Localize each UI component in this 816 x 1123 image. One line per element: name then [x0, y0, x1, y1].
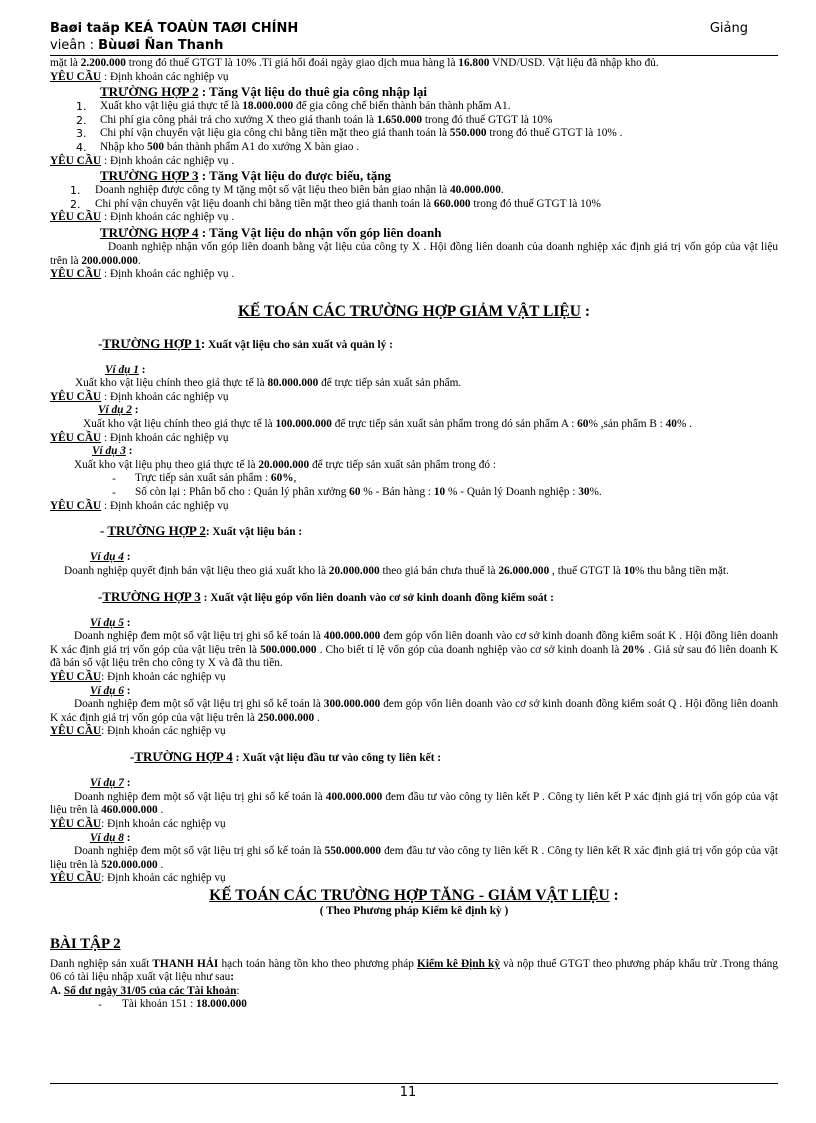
paragraph: Xuất kho vật liệu chính theo giá thực tế là 100.000.000 để trực tiếp sản xuất sản phẩm trong dó sản phẩm A : 60% ,sản phẩm B : 40% . [83, 417, 692, 430]
example-label: Ví dụ 1 : [105, 363, 146, 376]
requirement: YÊU CẦU: Định khoản các nghiệp vụ [50, 872, 226, 885]
footer-rule [50, 1083, 778, 1084]
requirement: YÊU CẦU: Định khoản các nghiệp vụ [50, 725, 226, 738]
list-item: - Trực tiếp sản xuất sản phẩm : 60%, [112, 472, 297, 486]
requirement: YÊU CẦU : Định khoản các nghiệp vụ [50, 70, 229, 83]
paragraph: Danh nghiệp sản xuất THANH HẢI hạch toán hàng tồn kho theo phương pháp Kiểm kê Định kỳ và nộp thuế GTGT theo phương pháp khấu trừ .Trong tháng 06 có tài liệu nhập xuất vật liệu như sau: [50, 957, 778, 984]
dash-list [50, 998, 778, 1012]
section-subtitle: ( Theo Phương pháp Kiểm kê định kỳ ) [319, 904, 509, 917]
page-content [50, 57, 778, 1012]
dash-list [50, 472, 778, 499]
section-title: KẾ TOÁN CÁC TRƯỜNG HỢP GIẢM VẬT LIỆU : [238, 302, 590, 320]
requirement: YÊU CẦU : Định khoản các nghiệp vụ . [50, 268, 235, 281]
paragraph: Doanh nghiệp nhận vốn góp liên doanh bằng vật liệu của công ty X . Hội đồng liên doanh của doanh nghiệp xác định giá trị vốn góp của vật liệu trên là 200.000.000. [50, 240, 778, 267]
requirement: YÊU CẦU : Định khoản các nghiệp vụ [50, 390, 229, 403]
example-label: Ví dụ 5 : [90, 616, 131, 629]
case-heading: -TRƯỜNG HỢP 4 : Xuất vật liệu đầu tư vào công ty liên kết : [130, 749, 442, 765]
case-heading: TRƯỜNG HỢP 4 : Tăng Vật liệu do nhận vốn góp liên doanh [100, 224, 442, 240]
paragraph: Doanh nghiệp đem một số vật liệu trị ghi sổ kế toán là 550.000.000 đem đầu tư vào công ty liên kết R . Công ty liên kết R xác định giá trị vốn góp của vật liệu trên là 520.000.000 . [50, 845, 778, 871]
case-heading: TRƯỜNG HỢP 2 : Tăng Vật liệu do thuê gia công nhập lại [100, 84, 427, 100]
header-line-2: vieân : Bùuøi Ñan Thanh [50, 38, 224, 53]
list-item: - Tài khoản 151 : 18.000.000 [98, 998, 247, 1012]
list-item: 1. Xuất kho vật liệu giá thực tế là 18.000.000 để gia công chế biến thành bán thành phẩm A1. [76, 100, 511, 114]
list-item: 2. Chi phí gia công phải trả cho xưởng X theo giá thanh toán là 1.650.000 trong đó thuế GTGT là 10% [76, 113, 553, 127]
case-heading: - TRƯỜNG HỢP 2: Xuất vật liệu bán : [100, 523, 303, 539]
example-label: Ví dụ 6 : [90, 684, 131, 697]
numbered-list [50, 184, 778, 211]
requirement: YÊU CẦU : Định khoản các nghiệp vụ [50, 431, 229, 444]
numbered-list [50, 100, 778, 154]
list-item: 2. Chi phí vận chuyển vật liệu doanh chi bằng tiền mặt theo giá thanh toán là 660.000 trong đó thuế GTGT là 10% [70, 197, 601, 211]
paragraph: Doanh nghiệp đem một số vật liệu trị ghi sổ kế toán là 400.000.000 đem góp vốn liên doanh vào cơ sở kinh doanh đồng kiểm soát K . Hội đồng liên doanh K xác định giá trị vốn góp của vật liệu trên là 500.000.000 . Cho biết tỉ lệ vốn góp của doanh nghiệp vào cơ sở kinh doanh là 20% . Giả sử sau đó liên doanh K đã bán số vật liệu trên cho công ty X và đã thu tiền. [50, 630, 778, 670]
page-number: 11 [399, 1085, 417, 1100]
paragraph: Doanh nghiệp đem một số vật liệu trị ghi sổ kế toán là 400.000.000 đem đầu tư vào công ty liên kết P . Công ty liên kết P xác định giá trị vốn góp của vật liệu trên là 460.000.000 . [50, 790, 778, 817]
header-rule [50, 55, 778, 56]
case-heading: -TRƯỜNG HỢP 1: Xuất vật liệu cho sản xuất và quản lý : [98, 335, 393, 351]
requirement: YÊU CẦU : Định khoản các nghiệp vụ [50, 499, 229, 512]
running-header [50, 20, 778, 54]
case-heading: TRƯỜNG HỢP 3 : Tăng Vật liệu do được biếu, tặng [100, 168, 392, 184]
subsection-heading: A. Số dư ngày 31/05 của các Tài khoản: [50, 984, 240, 997]
paragraph: Xuất kho vật liệu chính theo giá thực tế là 80.000.000 để trực tiếp sản xuất sản phẩm. [75, 377, 462, 390]
example-label: Ví dụ 3 : [92, 445, 133, 458]
example-label: Ví dụ 7 : [90, 777, 131, 790]
example-label: Ví dụ 2 : [98, 404, 139, 417]
case-heading: -TRƯỜNG HỢP 3 : Xuất vật liệu góp vốn liên doanh vào cơ sở kinh doanh đồng kiểm soát : [98, 588, 554, 604]
list-item: 4. Nhập kho 500 bán thành phẩm A1 do xưởng X bàn giao . [76, 140, 360, 154]
paragraph: Xuất kho vật liệu phụ theo giá thực tế là 20.000.000 để trực tiếp sản xuất sản phẩm trong đó : [74, 458, 497, 471]
requirement: YÊU CẦU : Định khoản các nghiệp vụ . [50, 211, 235, 224]
example-label: Ví dụ 4 : [90, 551, 131, 564]
list-item: 3. Chi phí vận chuyển vật liệu gia công chi bằng tiền mặt theo giá thanh toán là 550.000 trong đó thuế GTGT là 10% . [76, 127, 623, 141]
header-right: Giảng [709, 21, 748, 36]
paragraph: Doanh nghiệp đem một số vật liệu trị ghi sổ kế toán là 300.000.000 đem góp vốn liên doanh vào cơ sở kinh doanh đồng kiểm soát Q . Hội đồng liên doanh K xác định giá trị vốn góp của vật liệu trên là 250.000.000 . [50, 698, 778, 724]
paragraph: mặt là 2.200.000 trong đó thuế GTGT là 10% .Tỉ giá hối đoái ngày giao dịch mua hàng là 16.800 VND/USD. Vật liệu đã nhập kho đủ. [50, 57, 659, 69]
requirement: YÊU CẦU: Định khoản các nghiệp vụ [50, 818, 226, 831]
list-item: 1. Doanh nghiệp được công ty M tặng một số vật liệu theo biên bản giao nhận là 40.000.000. [70, 184, 504, 198]
exercise-title: BÀI TẬP 2 [50, 935, 121, 952]
section-title: KẾ TOÁN CÁC TRƯỜNG HỢP TĂNG - GIẢM VẬT LIỆU : [209, 886, 619, 904]
example-label: Ví dụ 8 : [90, 831, 131, 844]
requirement: YÊU CẦU : Định khoản các nghiệp vụ . [50, 154, 235, 167]
list-item: - Số còn lại : Phân bổ cho : Quản lý phân xưởng 60 % - Bán hàng : 10 % - Quản lý Doanh nghiệp : 30%. [112, 485, 602, 499]
requirement: YÊU CẦU: Định khoản các nghiệp vụ [50, 671, 226, 684]
header-line-1: Baøi taäp KEÁ TOAÙN TAØI CHÍNH Giảng [50, 21, 748, 36]
paragraph: Doanh nghiệp quyết định bán vật liệu theo giá xuất kho là 20.000.000 theo giá bán chưa thuế là 26.000.000 , thuế GTGT là 10% thu bằng tiền mặt. [64, 564, 729, 577]
